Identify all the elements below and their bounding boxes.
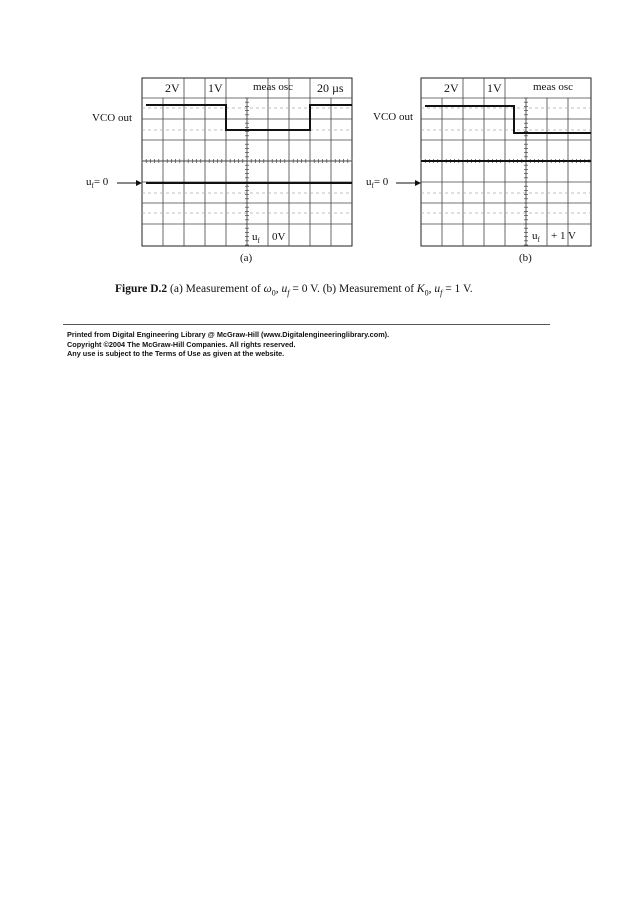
panel-b-volts-ch1: 2V [444, 81, 459, 95]
panel-a-bottom-readout: $u_f$ [252, 231, 260, 246]
panel-a-uf-label: $u_f= 0$ [86, 176, 109, 191]
panel-a [117, 78, 352, 246]
panel-b-bottom-value: + 1 V [551, 230, 576, 242]
panel-a-volts-ch1: 2V [165, 81, 180, 95]
panel-b-uf-label: $u_f= 0$ [366, 176, 389, 191]
panel-b-volts-ch2: 1V [487, 81, 502, 95]
footer-notice [67, 330, 389, 359]
panel-a-vco-label: VCO out [92, 112, 133, 124]
footer-line-3: Any use is subject to the Terms of Use as given at the website. [67, 349, 285, 359]
panel-a-bottom-value: 0V [272, 231, 286, 243]
footer-divider [63, 324, 550, 325]
panel-b [396, 78, 591, 246]
panel-b-bottom-readout: $u_f$ [532, 230, 540, 245]
panel-a-timebase: 20 µs [317, 81, 344, 95]
panel-b-mode: meas osc [533, 81, 574, 93]
panel-a-mode: meas osc [253, 81, 294, 93]
panel-b-vco-label: VCO out [373, 111, 414, 123]
footer-line-1: Printed from Digital Engineering Library @ McGraw-Hill (www.Digitalengineeringlibrary.com). [67, 330, 390, 339]
panel-a-sublabel: (a) [240, 252, 253, 264]
figure-caption: Figure D.2 (a) Measurement of $\omega_0$, $u_f = 0$ V. (b) Measurement of $K_0$, $u_f = 1$ V. [115, 283, 473, 298]
panel-b-sublabel: (b) [519, 252, 532, 264]
footer-line-2: Copyright ©2004 The McGraw-Hill Companies. All rights reserved. [67, 339, 296, 349]
caption-label: Figure D.2 [115, 283, 168, 295]
panel-a-volts-ch2: 1V [208, 81, 223, 95]
